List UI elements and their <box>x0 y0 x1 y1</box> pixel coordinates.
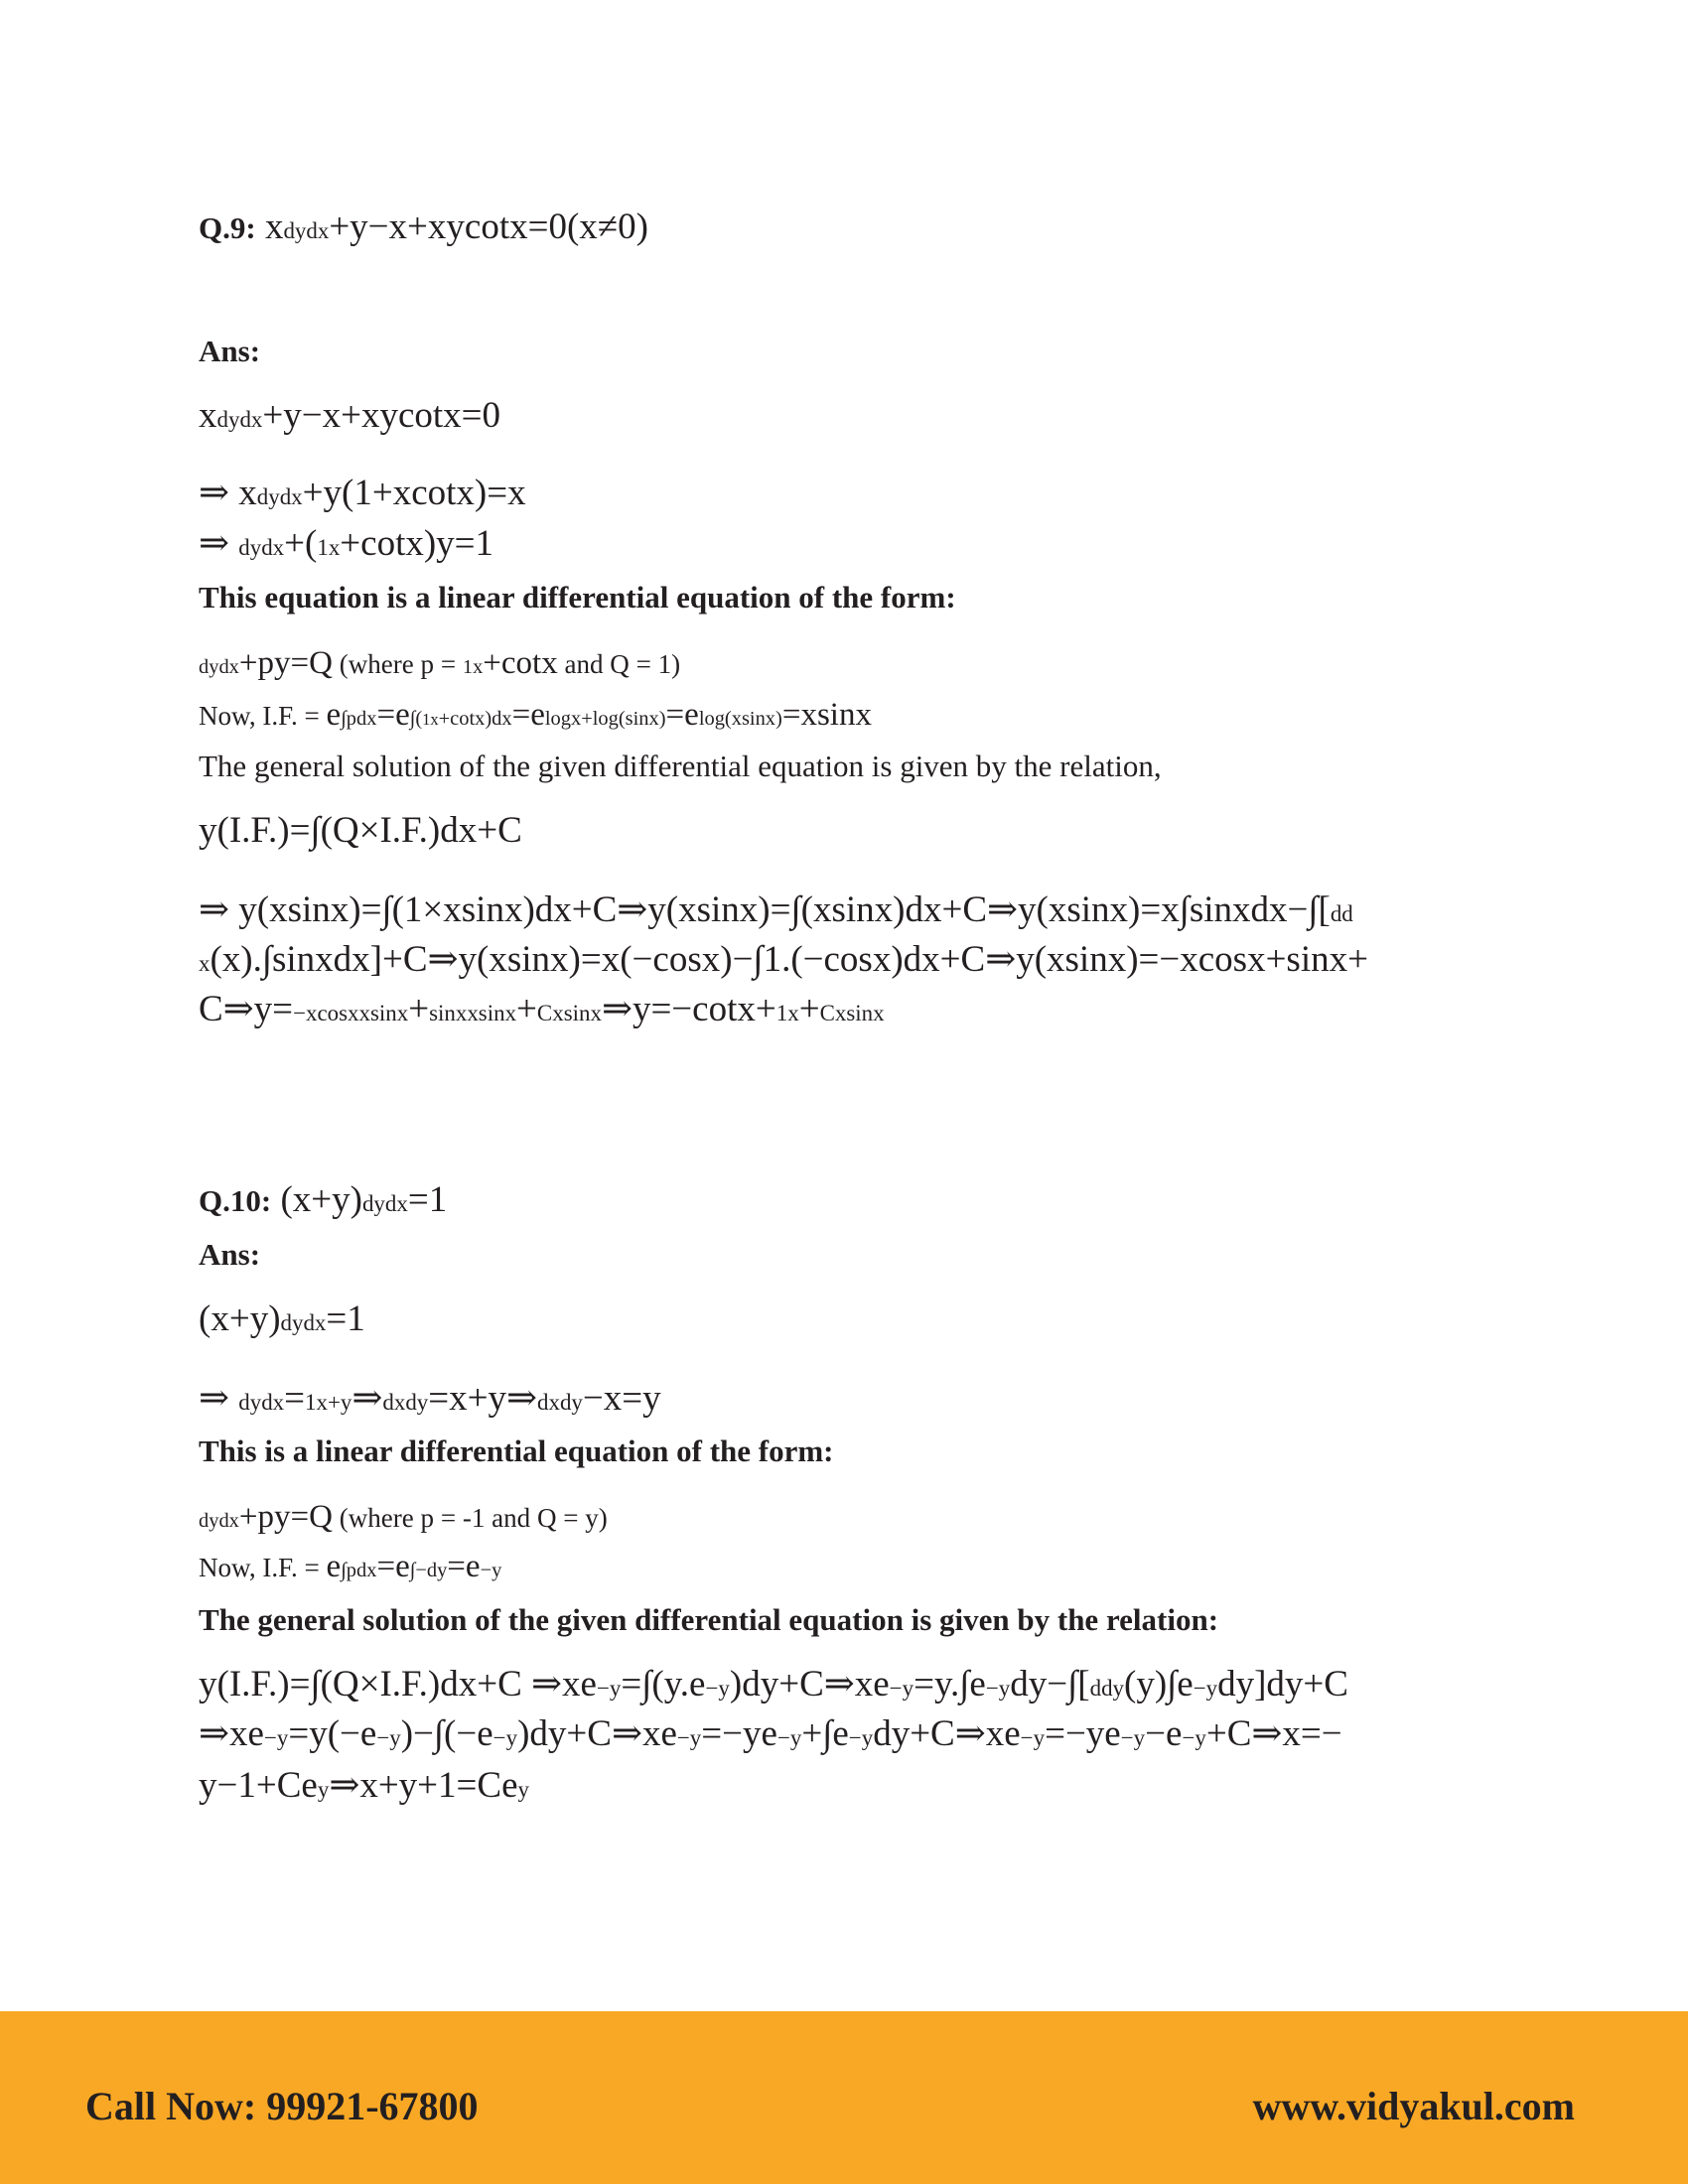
math-run: dy]dy+C <box>1217 1664 1348 1705</box>
math-run: (y)∫e <box>1124 1664 1194 1705</box>
math-run: ⇒xe <box>199 1713 264 1754</box>
math-run: =y(−e <box>288 1713 377 1754</box>
q9-ans-label: Ans: <box>199 334 261 368</box>
math-run: (x+y) <box>280 1179 362 1220</box>
q9-step-1 <box>199 397 500 434</box>
math-run: +( <box>284 523 318 564</box>
q10-solution-line-1 <box>199 1666 1348 1703</box>
math-run: dxdy <box>537 1390 583 1415</box>
math-run: −y <box>596 1676 622 1701</box>
q9-step-2 <box>199 475 526 511</box>
math-run: +y−x+xycotx=0(x≠0) <box>329 206 648 247</box>
q10-solution-line-2 <box>199 1715 1342 1752</box>
math-run: dydx <box>283 218 330 243</box>
q10-integrating-factor <box>199 1551 501 1583</box>
math-run: (x).∫sinxdx]+C⇒y(xsinx)=x(−cosx)−∫1.(−cosx)dx+C⇒y(xsinx)=−xcosx+sinx+ <box>210 939 1368 980</box>
math-run: −y <box>1120 1725 1146 1750</box>
math-run: +y−x+xycotx=0 <box>262 395 501 436</box>
math-run: y <box>317 1777 330 1802</box>
math-run: x <box>264 206 284 247</box>
math-run: sinxxsinx <box>429 1001 517 1025</box>
math-run: ddy <box>1089 1676 1124 1701</box>
math-run: +py=Q <box>238 645 333 681</box>
math-run: =e <box>447 1549 481 1584</box>
math-run: +py=Q <box>238 1499 333 1535</box>
math-run: ∫pdx <box>341 1560 377 1581</box>
math-run: )−∫(−e <box>400 1713 493 1754</box>
math-run: =y.∫e <box>914 1664 986 1705</box>
q9-solution-line-2 <box>199 941 1368 978</box>
math-run: −y <box>1193 1676 1218 1701</box>
math-run: ⇒ <box>199 1378 239 1419</box>
math-run: 1x <box>422 710 439 729</box>
math-run: +cotx)y=1 <box>340 523 494 564</box>
math-run: +∫e <box>801 1713 849 1754</box>
math-run: +cotx)dx <box>438 708 512 730</box>
q9-label: Q.9: <box>199 210 256 245</box>
math-run: Now, I.F. = <box>199 1553 327 1582</box>
math-run: =1 <box>407 1179 448 1220</box>
math-run: 1x <box>462 656 484 678</box>
math-run: ⇒ <box>199 523 239 564</box>
q10-ans-label: Ans: <box>199 1237 261 1272</box>
math-run: Cxsinx <box>819 1001 885 1025</box>
math-run: dy−∫[ <box>1010 1664 1090 1705</box>
math-run: ⇒ y(xsinx)=∫(1×xsinx)dx+C⇒y(xsinx)=∫(xsinx)dx+C⇒y(xsinx)=x∫sinxdx−∫[ <box>199 889 1331 930</box>
q9-step-3 <box>199 525 493 562</box>
math-run: (x+y) <box>199 1298 281 1339</box>
math-run: +C⇒x=− <box>1205 1713 1342 1754</box>
math-run: dd <box>1330 901 1353 926</box>
math-run: =e <box>511 697 545 733</box>
website-link[interactable]: www.vidyakul.com <box>1252 2084 1575 2128</box>
math-run: −y <box>492 1725 518 1750</box>
math-run: −y <box>985 1676 1011 1701</box>
q10-label: Q.10: <box>199 1183 272 1218</box>
footer-banner <box>0 2011 1688 2184</box>
math-run: +y(1+xcotx)=x <box>302 473 526 513</box>
math-run: −y <box>263 1725 289 1750</box>
math-run: −y <box>1020 1725 1046 1750</box>
q10-question-line <box>199 1181 447 1218</box>
math-run: dydx <box>199 1510 239 1532</box>
math-run: dydx <box>256 484 303 509</box>
q9-question-line <box>199 208 648 245</box>
q9-question-math <box>265 206 648 247</box>
math-run: y(I.F.)=∫(Q×I.F.)dx+C ⇒xe <box>199 1664 597 1705</box>
q9-general-solution-text: The general solution of the given differential equation is given by the relation, <box>199 749 1162 783</box>
math-run: −y <box>776 1725 802 1750</box>
math-run: =x+y⇒ <box>428 1378 537 1419</box>
q10-question-math <box>280 1179 447 1220</box>
math-run: ∫−dy <box>409 1560 448 1581</box>
math-run: −y <box>889 1676 914 1701</box>
q9-linear-form-text: This equation is a linear differential equation of the form: <box>199 580 956 614</box>
math-run: dydx <box>238 1390 285 1415</box>
math-run: and Q = 1) <box>557 649 681 679</box>
math-run: 1x+y <box>305 1390 352 1415</box>
math-run: =1 <box>326 1298 365 1339</box>
math-run: −y <box>705 1676 730 1701</box>
math-run: =xsinx <box>781 697 872 733</box>
q10-linear-form-text: This is a linear differential equation of the form: <box>199 1433 834 1468</box>
math-run: + <box>516 989 537 1029</box>
q9-form-line <box>199 647 680 680</box>
math-run: logx+log(sinx) <box>544 708 666 730</box>
math-run: −y <box>676 1725 702 1750</box>
math-run: dydx <box>361 1191 408 1216</box>
q9-solution-line-3 <box>199 991 885 1027</box>
math-run: Cxsinx <box>536 1001 602 1025</box>
math-run: x <box>199 395 217 436</box>
math-run: dydx <box>280 1310 327 1335</box>
math-run: ∫( <box>409 708 423 730</box>
call-now-text[interactable]: Call Now: 99921-67800 <box>85 2084 479 2128</box>
math-run: dydx <box>216 407 263 432</box>
math-run: =e <box>376 697 410 733</box>
math-run: dydx <box>238 535 285 560</box>
math-run: dy+C⇒xe <box>873 1713 1021 1754</box>
math-run: + <box>798 989 820 1029</box>
math-run: 1x <box>775 1001 799 1025</box>
math-run: y <box>517 1777 529 1802</box>
math-run: −x=y <box>582 1378 661 1419</box>
q10-form-line <box>199 1501 608 1534</box>
math-run: ⇒y=−cotx+ <box>601 989 776 1029</box>
q9-general-formula: y(I.F.)=∫(Q×I.F.)dx+C <box>199 810 522 851</box>
math-run: (where p = <box>332 649 463 679</box>
math-run: −y <box>1182 1725 1206 1750</box>
math-run: = <box>284 1378 306 1419</box>
math-run: + <box>408 989 430 1029</box>
math-run: log(xsinx) <box>698 708 782 730</box>
math-run: −y <box>848 1725 874 1750</box>
q10-step-2 <box>199 1380 661 1417</box>
q10-general-solution-text: The general solution of the given differential equation is given by the relation: <box>199 1602 1219 1637</box>
math-run: ⇒x+y+1=Ce <box>329 1765 518 1806</box>
math-run: −y <box>376 1725 401 1750</box>
math-run: Now, I.F. = <box>199 701 327 731</box>
math-run: )dy+C⇒xe <box>729 1664 890 1705</box>
math-run: =−ye <box>1045 1713 1121 1754</box>
math-run: y−1+Ce <box>199 1765 318 1806</box>
math-run: ⇒ <box>352 1378 383 1419</box>
math-run: (where p = -1 and Q = y) <box>332 1503 608 1533</box>
math-run: dxdy <box>382 1390 429 1415</box>
math-run: e <box>326 1549 342 1584</box>
math-run: 1x <box>317 535 341 560</box>
q10-solution-line-3 <box>199 1767 529 1804</box>
math-run: dydx <box>199 656 239 678</box>
math-run: =e <box>665 697 699 733</box>
math-run: =−ye <box>701 1713 777 1754</box>
math-run: −e <box>1145 1713 1183 1754</box>
math-run: e <box>326 697 342 733</box>
math-run: −y <box>480 1560 502 1581</box>
math-run: =e <box>376 1549 410 1584</box>
math-run: ∫pdx <box>341 708 377 730</box>
math-run: ⇒ x <box>199 473 257 513</box>
q9-integrating-factor <box>199 699 872 732</box>
math-run: −xcosxxsinx <box>293 1001 409 1025</box>
q9-solution-line-1 <box>199 891 1353 928</box>
q10-step-1 <box>199 1300 365 1337</box>
math-run: )dy+C⇒xe <box>517 1713 677 1754</box>
math-run: C⇒y= <box>199 989 294 1029</box>
math-run: =∫(y.e <box>621 1664 706 1705</box>
math-run: x <box>199 951 211 976</box>
math-run: +cotx <box>483 645 558 681</box>
